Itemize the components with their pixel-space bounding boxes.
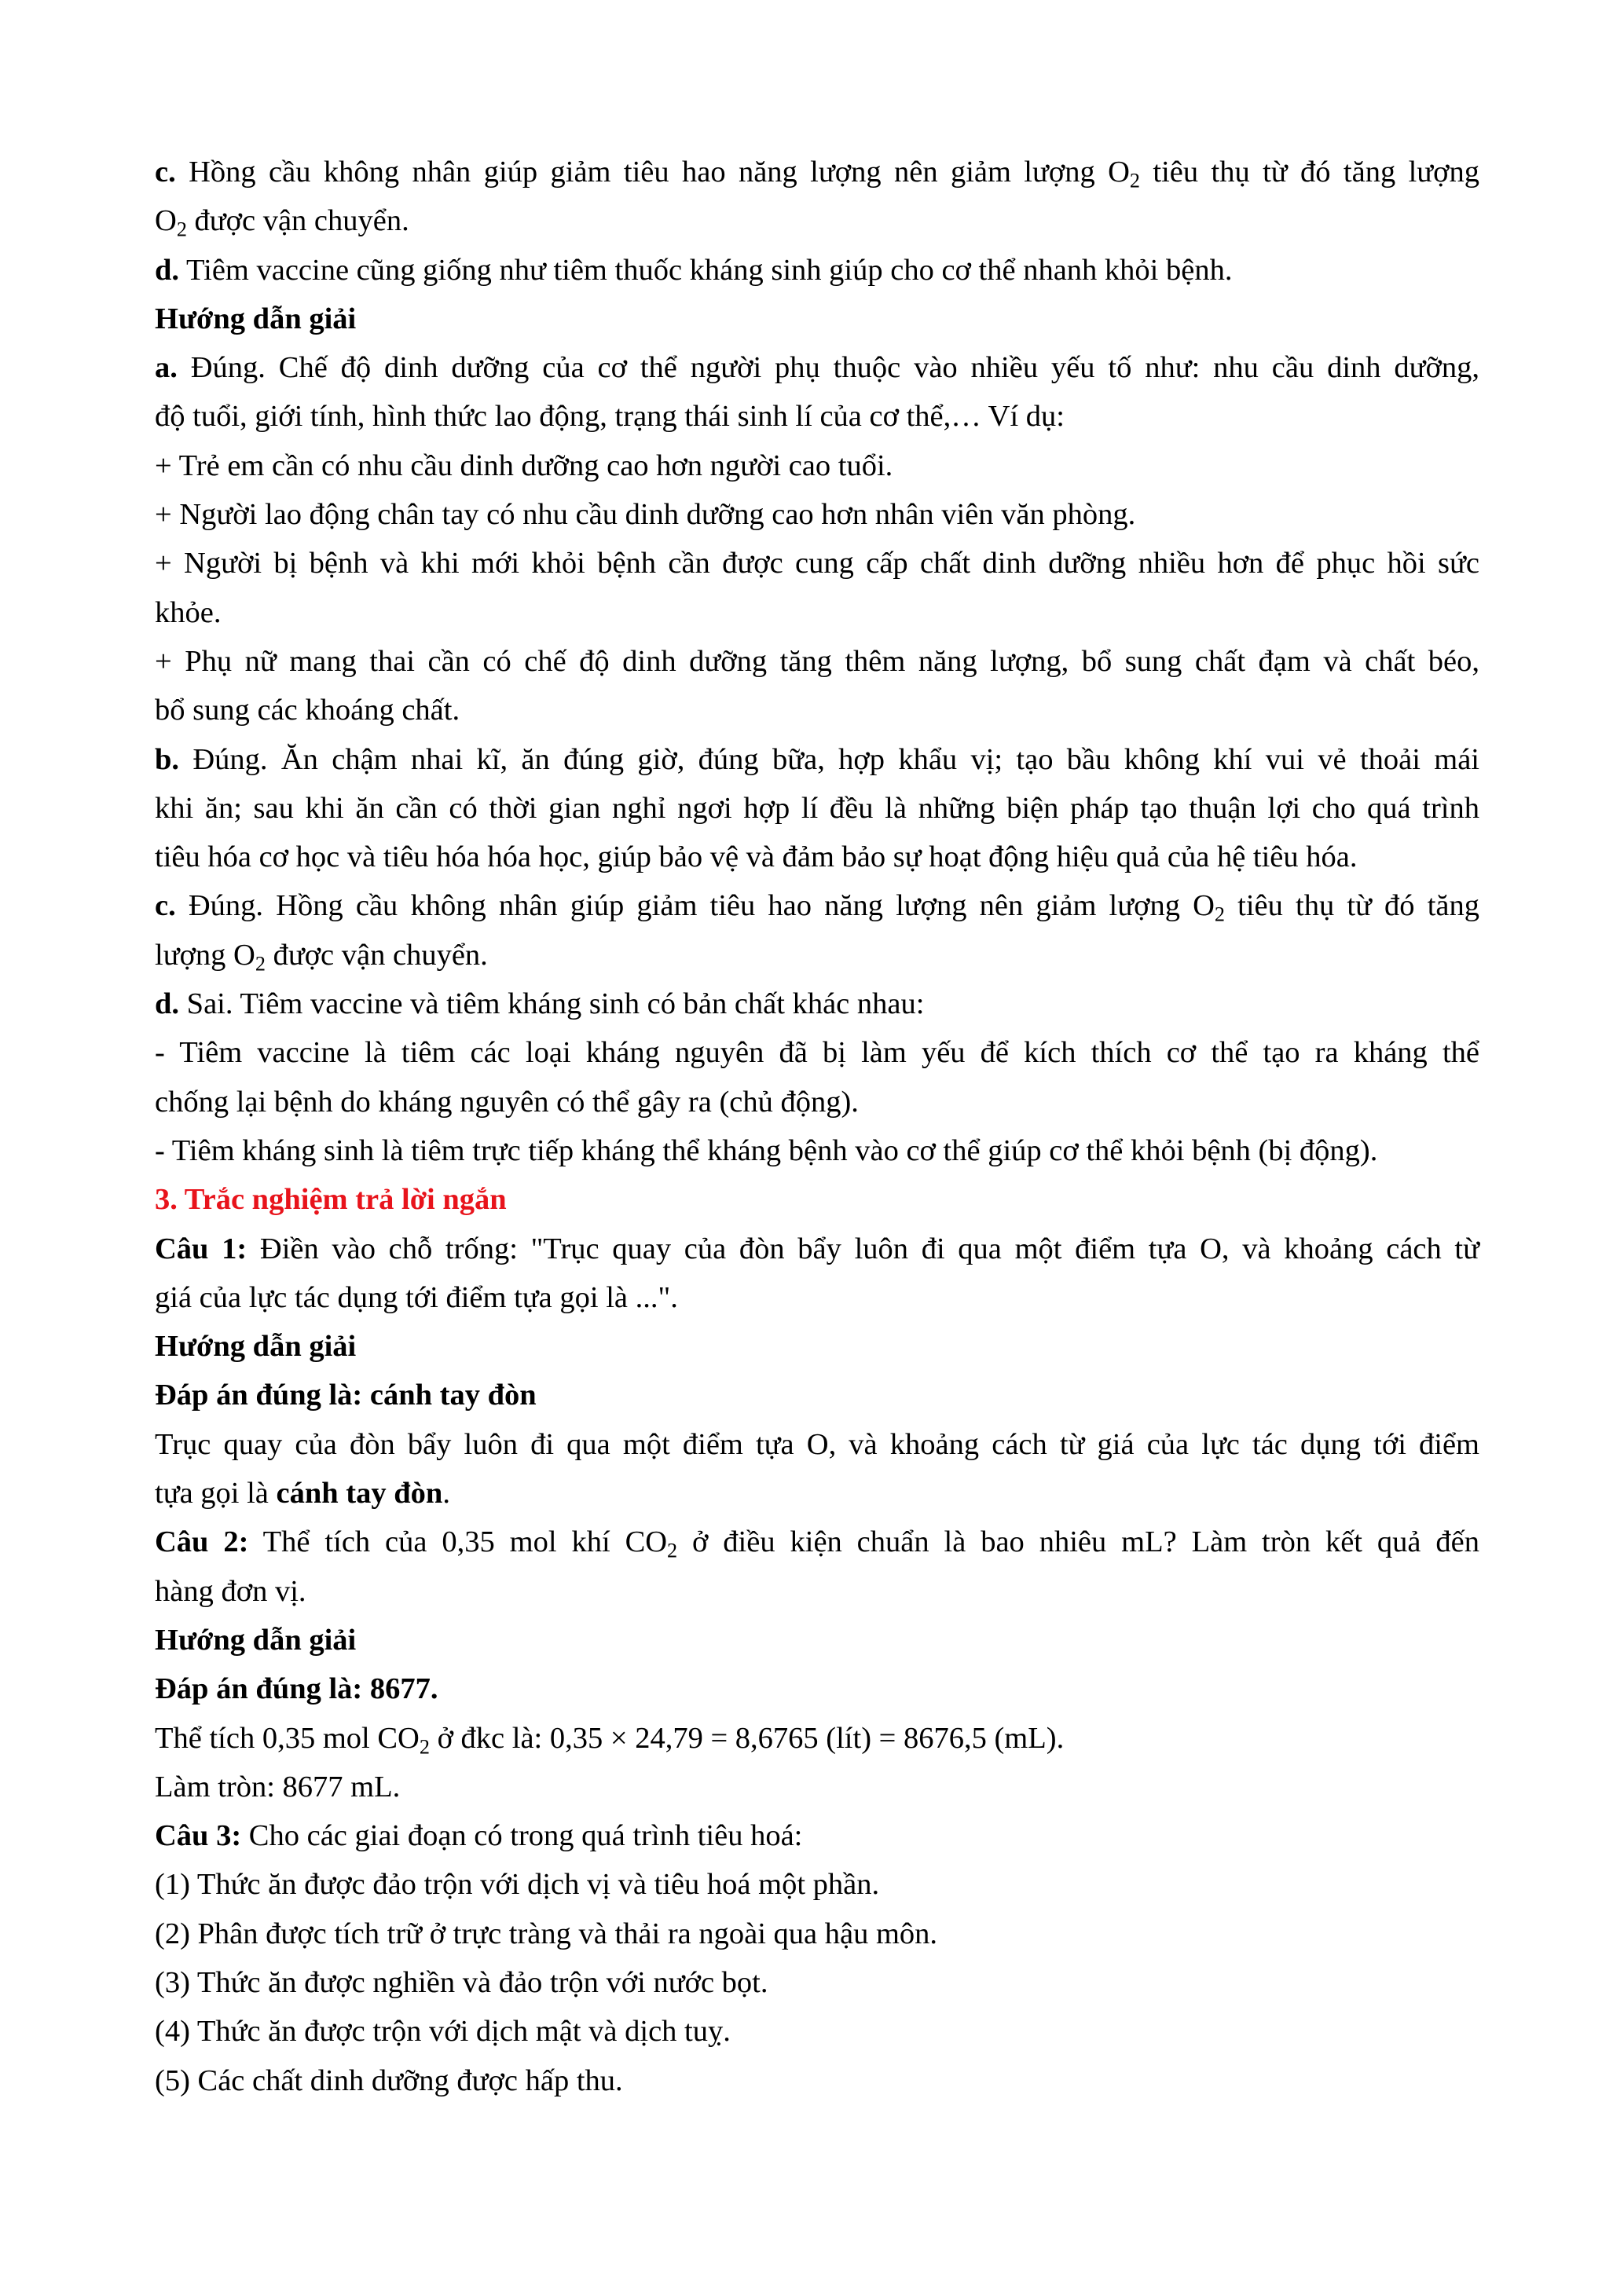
question-text: ở điều kiện chuẩn là bao nhiêu mL? Làm tròn kết quả đến — [677, 1525, 1479, 1559]
section-heading: 3. Trắc nghiệm trả lời ngắn — [155, 1183, 507, 1217]
subscript: 2 — [1129, 169, 1141, 192]
document-page — [155, 148, 1479, 2105]
option-d-statement — [155, 246, 1479, 295]
bullet-item-cont: bổ sung các khoáng chất. — [155, 694, 460, 727]
subscript: 2 — [667, 1539, 678, 1562]
answer-text: Đúng. Hồng cầu không nhân giúp giảm tiêu hao năng lượng nên giảm lượng O — [175, 889, 1215, 923]
explanation: Trục quay của đòn bẩy luôn đi qua một điểm tựa O, và khoảng cách từ giá của lực tác dụng tới điểm — [155, 1427, 1479, 1461]
dash-item: - Tiêm kháng sinh là tiêm trực tiếp kháng thể kháng bệnh vào cơ thể giúp cơ thể khỏi bệnh (bị động). — [155, 1133, 1378, 1167]
answer-b-cont: khi ăn; sau khi ăn cần có thời gian nghỉ ngơi hợp lí đều là những biện pháp tạo thuận lợi cho quá trình — [155, 791, 1479, 825]
question-text: Cho các giai đoạn có trong quá trình tiêu hoá: — [241, 1819, 803, 1853]
option-label: c. — [155, 156, 176, 189]
option-c-statement — [155, 148, 1479, 196]
answer-b — [155, 735, 1479, 784]
explanation-text: ở đkc là: 0,35 × 24,79 = 8,6765 (lít) = 8676,5 (mL). — [429, 1721, 1065, 1755]
question-1-cont: giá của lực tác dụng tới điểm tựa gọi là ...". — [155, 1280, 678, 1314]
bullet-item: + Trẻ em cần có nhu cầu dinh dưỡng cao hơn người cao tuổi. — [155, 449, 893, 482]
subscript: 2 — [1214, 903, 1225, 926]
option-label: b. — [155, 742, 180, 776]
stage-item: (4) Thức ăn được trộn với dịch mật và dịch tuỵ. — [155, 2015, 731, 2049]
question-2-cont: hàng đơn vị. — [155, 1574, 306, 1608]
explanation — [155, 1714, 1479, 1763]
answer-text: Sai. Tiêm vaccine và tiêm kháng sinh có bản chất khác nhau: — [179, 987, 925, 1021]
question-3 — [155, 1811, 1479, 1860]
key-term: cánh tay đòn — [276, 1477, 443, 1511]
answer-d — [155, 980, 1479, 1028]
solution-heading: Hướng dẫn giải — [155, 1330, 357, 1364]
bullet-item: + Người lao động chân tay có nhu cầu dinh dưỡng cao hơn nhân viên văn phòng. — [155, 498, 1136, 532]
statement-text: Tiêm vaccine cũng giống như tiêm thuốc kháng sinh giúp cho cơ thể nhanh khỏi bệnh. — [179, 253, 1233, 287]
statement-text: Hồng cầu không nhân giúp giảm tiêu hao năng lượng nên giảm lượng O — [175, 156, 1130, 189]
question-text: Điền vào chỗ trống: "Trục quay của đòn bẩy luôn đi qua một điểm tựa O, và khoảng cách từ — [247, 1232, 1479, 1265]
statement-text: O — [155, 204, 177, 238]
stage-item: (2) Phân được tích trữ ở trực tràng và thải ra ngoài qua hậu môn. — [155, 1917, 938, 1950]
statement-text: được vận chuyển. — [186, 204, 409, 238]
answer-c — [155, 881, 1479, 930]
stage-item: (1) Thức ăn được đảo trộn với dịch vị và tiêu hoá một phần. — [155, 1868, 880, 1902]
question-label: Câu 2: — [155, 1525, 249, 1559]
question-text: Thể tích của 0,35 mol khí CO — [248, 1525, 668, 1559]
dash-item-cont: chống lại bệnh do kháng nguyên có thể gây ra (chủ động). — [155, 1085, 859, 1119]
question-1 — [155, 1225, 1479, 1273]
bullet-item: + Người bị bệnh và khi mới khỏi bệnh cần được cung cấp chất dinh dưỡng nhiều hơn để phục hồi sức — [155, 547, 1479, 580]
dash-item: - Tiêm vaccine là tiêm các loại kháng nguyên đã bị làm yếu để kích thích cơ thể tạo ra kháng thể — [155, 1036, 1479, 1070]
option-c-statement-cont — [155, 196, 1479, 245]
subscript: 2 — [419, 1734, 430, 1758]
answer-b-cont: tiêu hóa cơ học và tiêu hóa hóa học, giúp bảo vệ và đảm bảo sự hoạt động hiệu quả của hệ tiêu hóa. — [155, 840, 1358, 874]
bullet-item-cont: khỏe. — [155, 595, 222, 629]
statement-text: tiêu thụ từ đó tăng lượng — [1140, 156, 1479, 189]
subscript: 2 — [255, 952, 266, 976]
option-label: d. — [155, 987, 180, 1021]
answer-text: Đúng. Ăn chậm nhai kĩ, ăn đúng giờ, đúng bữa, hợp khẩu vị; tạo bầu không khí vui vẻ thoải mái — [179, 742, 1479, 776]
solution-heading: Hướng dẫn giải — [155, 302, 357, 335]
explanation-text: . — [442, 1477, 450, 1511]
answer-text: được vận chuyển. — [265, 938, 488, 972]
option-label: c. — [155, 889, 176, 923]
stage-item: (3) Thức ăn được nghiền và đảo trộn với nước bọt. — [155, 1965, 768, 1999]
explanation-text: Thể tích 0,35 mol CO — [155, 1721, 420, 1755]
question-2 — [155, 1518, 1479, 1566]
answer-text: Đúng. Chế độ dinh dưỡng của cơ thể người phụ thuộc vào nhiều yếu tố như: nhu cầu dinh dưỡng, — [177, 351, 1479, 385]
explanation: Làm tròn: 8677 mL. — [155, 1770, 401, 1803]
answer-a-cont: độ tuổi, giới tính, hình thức lao động, trạng thái sinh lí của cơ thể,… Ví dụ: — [155, 400, 1065, 434]
answer-a — [155, 343, 1479, 392]
explanation-text: tựa gọi là — [155, 1477, 277, 1511]
explanation-cont — [155, 1469, 1479, 1518]
answer-text: tiêu thụ từ đó tăng — [1225, 889, 1479, 923]
bullet-item: + Phụ nữ mang thai cần có chế độ dinh dưỡng tăng thêm năng lượng, bổ sung chất đạm và chất béo, — [155, 644, 1479, 678]
correct-answer: Đáp án đúng là: 8677. — [155, 1672, 438, 1706]
subscript: 2 — [176, 218, 187, 241]
option-label: d. — [155, 253, 180, 287]
option-label: a. — [155, 351, 178, 385]
correct-answer: Đáp án đúng là: cánh tay đòn — [155, 1379, 537, 1412]
question-label: Câu 3: — [155, 1819, 242, 1853]
answer-c-cont — [155, 931, 1479, 980]
question-label: Câu 1: — [155, 1232, 247, 1265]
answer-text: lượng O — [155, 938, 255, 972]
stage-item: (5) Các chất dinh dưỡng được hấp thu. — [155, 2063, 623, 2097]
solution-heading: Hướng dẫn giải — [155, 1623, 357, 1657]
